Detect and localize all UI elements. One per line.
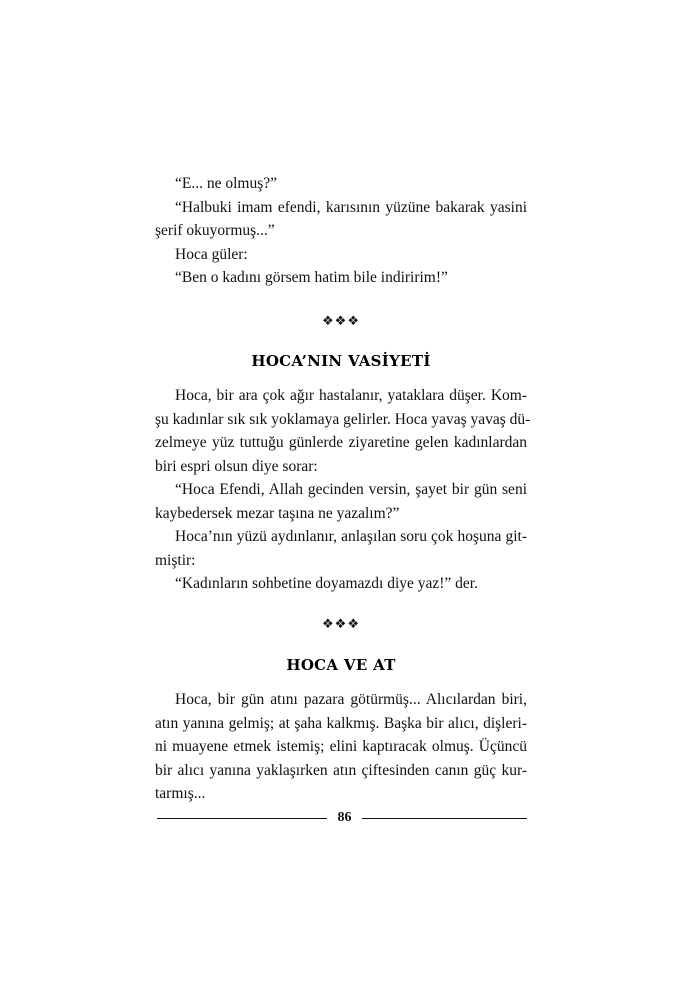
paragraph-line: kaybedersek mezar taşına ne yazalım?” (155, 504, 400, 522)
paragraph-line: Hoca güler: (175, 245, 248, 263)
paragraph-line: Hoca’nın yüzü aydınlanır, anlaşılan soru çok hoşuna git- (175, 528, 527, 545)
paragraph-line: şerif okuyormuş...” (155, 222, 275, 239)
paragraph-line: miştir: (155, 551, 196, 569)
paragraph-line: zelmeye yüz tuttuğu günlerde ziyaretine gelen kadınlardan (155, 434, 527, 451)
story-title: HOCA’NIN VASİYETİ (251, 352, 431, 370)
paragraph-line: “E... ne olmuş?” (175, 175, 278, 192)
paragraph-line: şu kadınlar sık sık yoklamaya gelirler. Hoca yavaş yavaş dü- (155, 410, 531, 428)
paragraph-line: Hoca, bir ara çok ağır hastalanır, yataklara düşer. Kom- (175, 387, 527, 404)
paragraph-line: bir alıcı yanına yaklaşırken atın çiftesinden canın güç kur- (155, 761, 527, 779)
paragraph-line: “Ben o kadını görsem hatim bile indiririm!” (175, 269, 448, 286)
paragraph-line: Hoca, bir gün atını pazara götürmüş... Alıcılardan biri, (175, 691, 527, 708)
page-number: 86 (337, 810, 352, 825)
paragraph-line: ni muayene etmek istemiş; elini kaptıracak olmuş. Üçüncü (155, 738, 527, 755)
page-footer (157, 808, 527, 828)
paragraph-line: atın yanına gelmiş; at şaha kalkmış. Başka bir alıcı, dişleri- (155, 714, 527, 732)
story-title: HOCA VE AT (286, 656, 396, 674)
story-continuation (155, 172, 527, 290)
paragraph-line: “Hoca Efendi, Allah gecinden versin, şayet bir gün seni (175, 481, 527, 498)
paragraph-line: “Halbuki imam efendi, karısının yüzüne bakarak yasini (175, 198, 527, 216)
section-divider-ornament: ❖❖❖ (322, 617, 360, 632)
footer-rule-right (362, 818, 527, 819)
story-body (155, 688, 527, 806)
section-divider-ornament: ❖❖❖ (322, 314, 360, 329)
story-body (155, 384, 531, 596)
paragraph-line: tarmış... (155, 785, 206, 802)
footer-rule-left (157, 818, 327, 819)
paragraph-line: “Kadınların sohbetine doyamazdı diye yaz!” der. (175, 575, 478, 592)
paragraph-line: biri espri olsun diye sorar: (155, 457, 318, 475)
